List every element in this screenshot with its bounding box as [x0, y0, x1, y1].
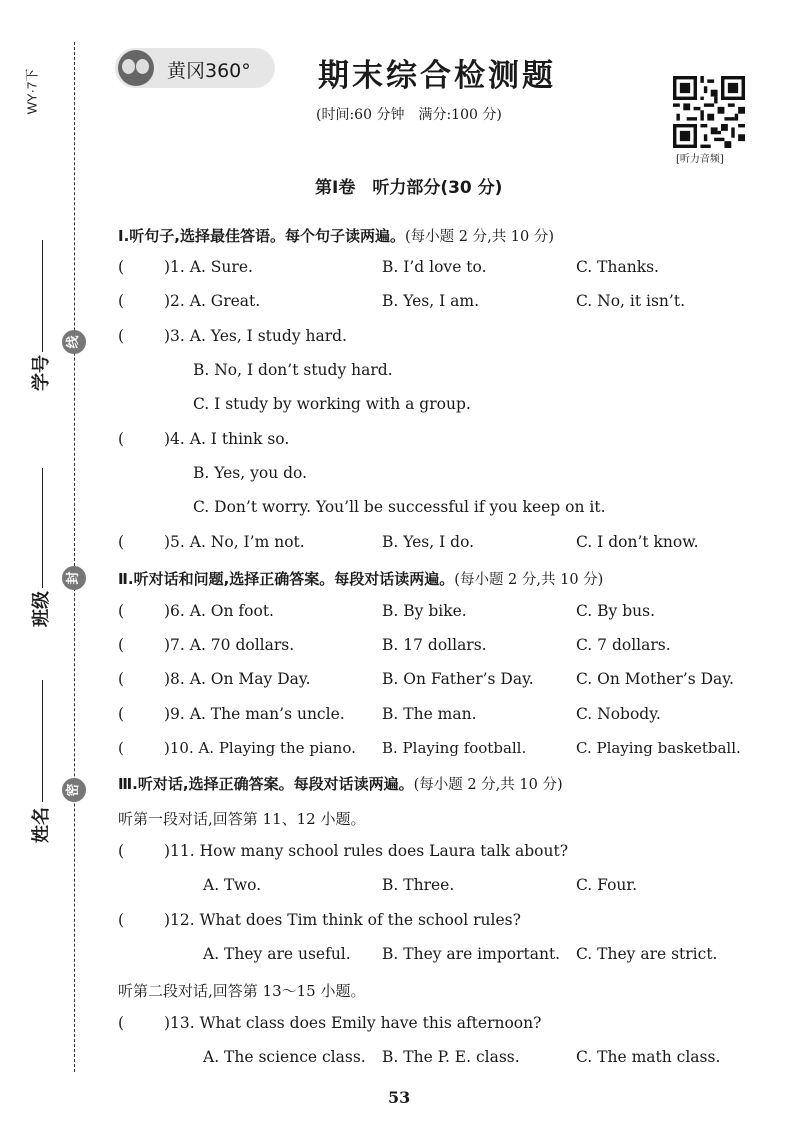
question-6: )6. A. On foot.: [164, 602, 274, 620]
answer-bracket[interactable]: (: [118, 430, 125, 448]
part-3-heading: [118, 773, 563, 794]
brand-logo-icon: [118, 50, 154, 86]
option-4-c: C. Don’t worry. You’ll be successful if you keep on it.: [193, 498, 606, 516]
student-number-line: [42, 240, 43, 352]
instruction-1: 听第一段对话,回答第 11、12 小题。: [118, 810, 366, 828]
option-11-b: B. Three.: [382, 876, 455, 894]
part-3-note: (每小题 2 分,共 10 分): [413, 777, 563, 793]
qr-code-icon[interactable]: [673, 76, 745, 148]
answer-bracket[interactable]: (: [118, 292, 125, 310]
name-line: [42, 680, 43, 802]
option-9-c: C. Nobody.: [576, 705, 661, 723]
option-13-c: C. The math class.: [576, 1048, 721, 1066]
question-1: )1. A. Sure.: [164, 258, 253, 276]
answer-bracket[interactable]: (: [118, 842, 125, 860]
option-1-b: B. I’d love to.: [382, 258, 487, 276]
question-8: )8. A. On May Day.: [164, 670, 311, 688]
name-field[interactable]: [4, 680, 64, 843]
answer-bracket[interactable]: (: [118, 636, 125, 654]
part-1-note: (每小题 2 分,共 10 分): [404, 229, 555, 245]
option-4-b: B. Yes, you do.: [193, 464, 308, 482]
option-8-c: C. On Mother’s Day.: [576, 670, 734, 688]
question-10: )10. A. Playing the piano.: [164, 739, 356, 757]
answer-bracket[interactable]: (: [118, 327, 125, 345]
part-1-heading: [118, 225, 554, 246]
option-12-c: C. They are strict.: [576, 945, 718, 963]
name-label: 姓名: [31, 807, 52, 843]
option-9-b: B. The man.: [382, 705, 477, 723]
option-6-b: B. By bike.: [382, 602, 467, 620]
part-2-heading: [118, 568, 603, 589]
question-3: )3. A. Yes, I study hard.: [164, 327, 347, 345]
option-10-b: B. Playing football.: [382, 739, 527, 757]
question-2: )2. A. Great.: [164, 292, 261, 310]
part-2-note: (每小题 2 分,共 10 分): [454, 572, 604, 588]
class-line: [42, 468, 43, 588]
seal-secret-mark: 密: [62, 778, 86, 802]
option-5-b: B. Yes, I do.: [382, 533, 475, 551]
option-3-b: B. No, I don’t study hard.: [193, 361, 393, 379]
part-2-title: Ⅱ.听对话和问题,选择正确答案。每段对话读两遍。: [118, 570, 455, 588]
option-6-c: C. By bus.: [576, 602, 656, 620]
answer-bracket[interactable]: (: [118, 533, 125, 551]
brand-name: 黄冈360°: [167, 60, 251, 82]
option-5-c: C. I don’t know.: [576, 533, 699, 551]
answer-bracket[interactable]: (: [118, 670, 125, 688]
option-12-a: A. They are useful.: [203, 945, 351, 963]
option-3-c: C. I study by working with a group.: [193, 395, 471, 413]
option-2-c: C. No, it isn’t.: [576, 292, 685, 310]
option-13-b: B. The P. E. class.: [382, 1048, 520, 1066]
seal-seal-mark: 封: [62, 566, 86, 590]
answer-bracket[interactable]: (: [118, 602, 125, 620]
qr-label: [听力音频]: [676, 154, 724, 165]
option-11-c: C. Four.: [576, 876, 638, 894]
question-11: )11. How many school rules does Laura talk about?: [164, 842, 569, 860]
grade-code: WY·7下: [24, 68, 40, 115]
option-7-c: C. 7 dollars.: [576, 636, 671, 654]
page-number: 53: [388, 1088, 411, 1107]
question-7: )7. A. 70 dollars.: [164, 636, 295, 654]
page-title: 期末综合检测题: [318, 58, 556, 94]
part-3-title: Ⅲ.听对话,选择正确答案。每段对话读两遍。: [118, 775, 414, 793]
answer-bracket[interactable]: (: [118, 911, 125, 929]
exam-info: (时间:60 分钟 满分:100 分): [316, 107, 502, 123]
question-4: )4. A. I think so.: [164, 430, 290, 448]
binding-line: [74, 42, 75, 1072]
student-number-label: 学号: [31, 355, 52, 391]
question-5: )5. A. No, I’m not.: [164, 533, 305, 551]
question-9: )9. A. The man’s uncle.: [164, 705, 345, 723]
option-10-c: C. Playing basketball.: [576, 739, 741, 757]
answer-bracket[interactable]: (: [118, 705, 125, 723]
class-label: 班级: [31, 591, 52, 627]
answer-bracket[interactable]: (: [118, 1014, 125, 1032]
answer-bracket[interactable]: (: [118, 258, 125, 276]
question-13: )13. What class does Emily have this afternoon?: [164, 1014, 542, 1032]
option-12-b: B. They are important.: [382, 945, 561, 963]
instruction-2: 听第二段对话,回答第 13～15 小题。: [118, 982, 366, 1000]
student-number-field[interactable]: [4, 232, 64, 391]
option-11-a: A. Two.: [203, 876, 262, 894]
part-1-title: Ⅰ.听句子,选择最佳答语。每个句子读两遍。: [118, 227, 405, 245]
option-1-c: C. Thanks.: [576, 258, 659, 276]
question-12: )12. What does Tim think of the school rules?: [164, 911, 521, 929]
option-7-b: B. 17 dollars.: [382, 636, 487, 654]
option-2-b: B. Yes, I am.: [382, 292, 480, 310]
section-title: 第Ⅰ卷 听力部分(30 分): [315, 178, 503, 198]
seal-line-mark: 线: [62, 330, 86, 354]
answer-bracket[interactable]: (: [118, 739, 124, 757]
brand-badge: [115, 48, 275, 88]
class-field[interactable]: [4, 462, 64, 627]
option-13-a: A. The science class.: [203, 1048, 366, 1066]
option-8-b: B. On Father’s Day.: [382, 670, 534, 688]
